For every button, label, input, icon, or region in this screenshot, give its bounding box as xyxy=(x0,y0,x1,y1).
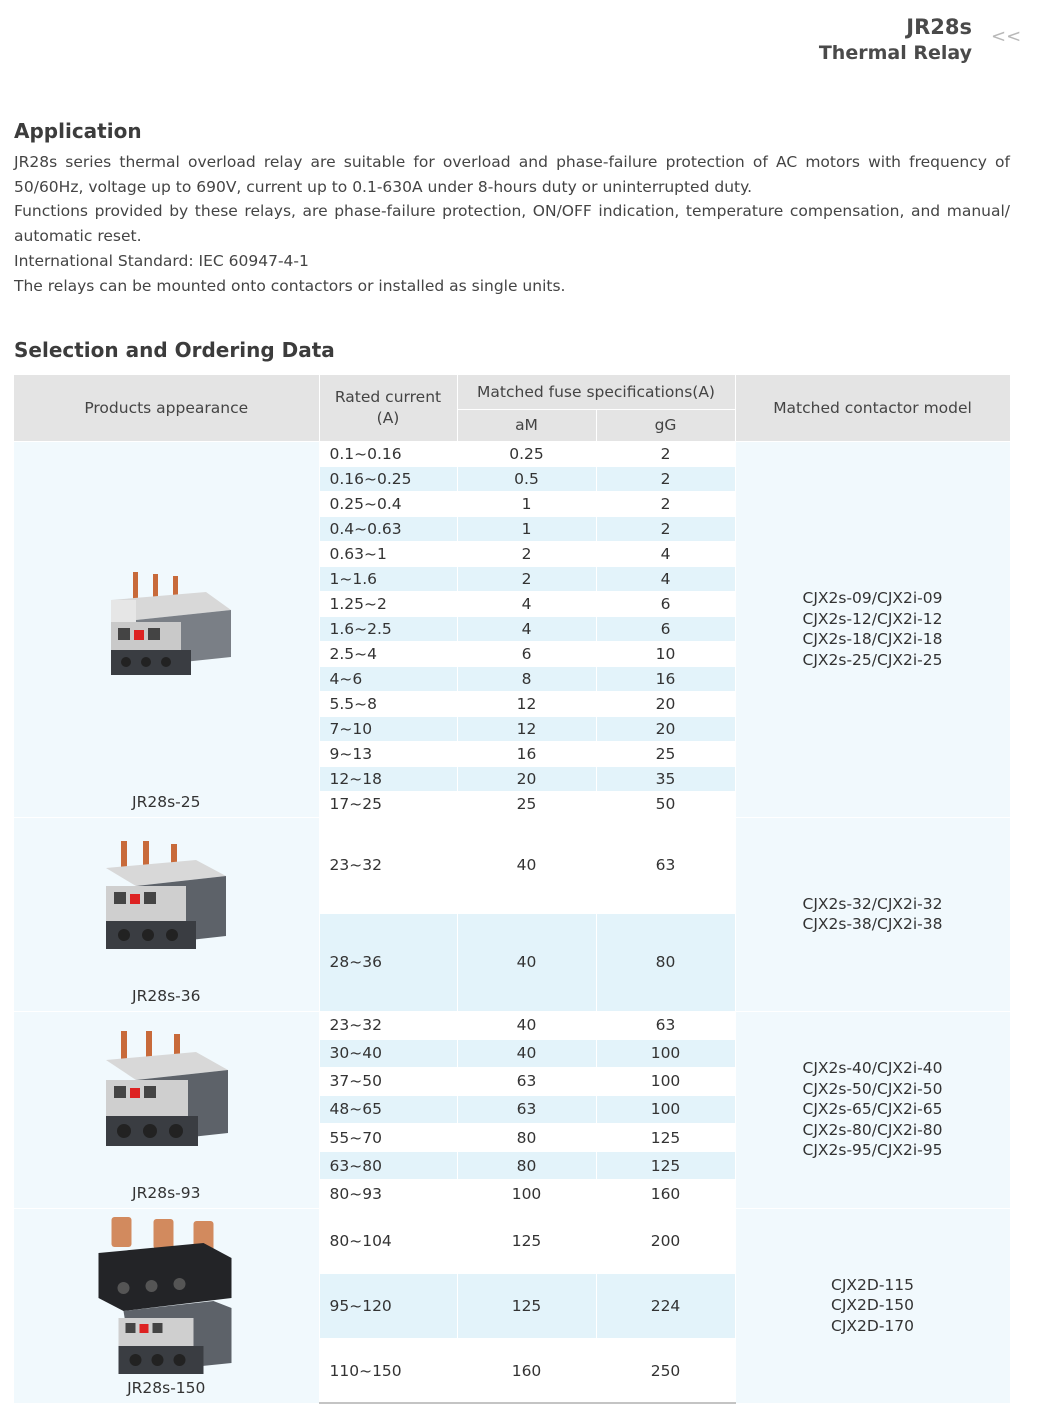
rated-current-cell: 0.4~0.63 xyxy=(319,516,457,541)
contactor-model: CJX2D-150 xyxy=(831,1296,915,1315)
product-name: JR28s-36 xyxy=(132,986,201,1005)
header-rated-current: Rated current (A) xyxy=(319,375,457,441)
fuse-gg-cell: 125 xyxy=(596,1152,735,1180)
selection-table xyxy=(14,375,1011,1404)
fuse-gg-cell: 10 xyxy=(596,642,735,667)
fuse-am-cell: 80 xyxy=(457,1124,596,1152)
fuse-gg-cell: 25 xyxy=(596,742,735,767)
contactor-model: CJX2s-18/CJX2i-18 xyxy=(802,630,943,648)
fuse-gg-cell: 2 xyxy=(596,491,735,516)
rated-current-cell: 1.6~2.5 xyxy=(319,616,457,641)
fuse-gg-cell: 100 xyxy=(596,1095,735,1123)
fuse-am-cell: 20 xyxy=(457,767,596,792)
fuse-am-cell: 2 xyxy=(457,541,596,566)
header-gg: gG xyxy=(596,409,735,441)
product-appearance-cell xyxy=(14,817,319,1011)
fuse-am-cell: 40 xyxy=(457,1011,596,1039)
product-name: JR28s-25 xyxy=(132,792,201,811)
contactor-model: CJX2s-12/CJX2i-12 xyxy=(802,609,943,628)
rated-current-cell: 2.5~4 xyxy=(319,642,457,667)
product-name: JR28s-93 xyxy=(132,1183,201,1202)
product-appearance-cell xyxy=(14,1011,319,1208)
rated-current-cell: 0.25~0.4 xyxy=(319,491,457,516)
fuse-am-cell: 4 xyxy=(457,591,596,616)
rated-current-cell: 80~104 xyxy=(319,1208,457,1273)
fuse-gg-cell: 224 xyxy=(596,1273,735,1338)
rated-current-cell: 4~6 xyxy=(319,667,457,692)
rated-current-cell: 23~32 xyxy=(319,817,457,913)
application-paragraph: The relays can be mounted onto contactors or installed as single units. xyxy=(14,276,566,295)
rated-current-cell: 1.25~2 xyxy=(319,591,457,616)
rated-current-cell: 80~93 xyxy=(319,1180,457,1208)
double-chevron-left-icon[interactable]: << xyxy=(991,26,1022,47)
fuse-am-cell: 1 xyxy=(457,491,596,516)
fuse-gg-cell: 160 xyxy=(596,1180,735,1208)
contactor-model: CJX2s-95/CJX2i-95 xyxy=(802,1141,943,1160)
fuse-am-cell: 6 xyxy=(457,642,596,667)
fuse-am-cell: 0.5 xyxy=(457,466,596,491)
contactor-model-cell xyxy=(735,1011,1010,1208)
header-contactor: Matched contactor model xyxy=(735,375,1010,441)
rated-current-cell: 9~13 xyxy=(319,742,457,767)
rated-current-cell: 37~50 xyxy=(319,1067,457,1095)
fuse-am-cell: 2 xyxy=(457,566,596,591)
application-text xyxy=(14,150,1010,298)
relay-product-icon xyxy=(96,836,236,961)
table-row xyxy=(14,817,1010,913)
rated-current-cell: 0.16~0.25 xyxy=(319,466,457,491)
rated-current-cell: 17~25 xyxy=(319,792,457,817)
table-row xyxy=(14,1011,1010,1039)
rated-current-cell: 12~18 xyxy=(319,767,457,792)
rated-current-cell: 0.63~1 xyxy=(319,541,457,566)
fuse-gg-cell: 16 xyxy=(596,667,735,692)
rated-current-cell: 48~65 xyxy=(319,1095,457,1123)
contactor-model-cell xyxy=(735,1208,1010,1403)
fuse-gg-cell: 35 xyxy=(596,767,735,792)
rated-current-cell: 110~150 xyxy=(319,1339,457,1403)
fuse-gg-cell: 2 xyxy=(596,441,735,466)
header-model: JR28s xyxy=(906,15,972,39)
contactor-model: CJX2s-32/CJX2i-32 xyxy=(802,894,943,913)
rated-current-cell: 7~10 xyxy=(319,717,457,742)
contactor-model: CJX2s-25/CJX2i-25 xyxy=(802,650,943,669)
fuse-gg-cell: 4 xyxy=(596,541,735,566)
fuse-gg-cell: 250 xyxy=(596,1339,735,1403)
relay-product-icon xyxy=(94,1213,239,1378)
application-title: Application xyxy=(14,119,142,143)
fuse-gg-cell: 125 xyxy=(596,1124,735,1152)
rated-current-cell: 28~36 xyxy=(319,913,457,1011)
fuse-gg-cell: 100 xyxy=(596,1039,735,1067)
application-paragraph: International Standard: IEC 60947-4-1 xyxy=(14,251,309,270)
contactor-model: CJX2D-170 xyxy=(831,1316,915,1335)
header-am: aM xyxy=(457,409,596,441)
fuse-gg-cell: 2 xyxy=(596,466,735,491)
rated-current-cell: 55~70 xyxy=(319,1124,457,1152)
fuse-gg-cell: 63 xyxy=(596,817,735,913)
rated-current-cell: 5.5~8 xyxy=(319,692,457,717)
application-paragraph: Functions provided by these relays, are phase-failure protection, ON/OFF indication, temperature compensation, and manual/ automatic reset. xyxy=(14,202,1010,246)
fuse-am-cell: 25 xyxy=(457,792,596,817)
page-header xyxy=(819,14,972,66)
fuse-gg-cell: 20 xyxy=(596,692,735,717)
product-appearance-cell xyxy=(14,441,319,817)
product-appearance-cell xyxy=(14,1208,319,1403)
contactor-model: CJX2s-40/CJX2i-40 xyxy=(802,1059,943,1078)
fuse-gg-cell: 50 xyxy=(596,792,735,817)
fuse-gg-cell: 80 xyxy=(596,913,735,1011)
application-paragraph: JR28s series thermal overload relay are suitable for overload and phase-failure protection of AC motors with frequency of 50/60Hz, voltage up to 690V, current up to 0.1-630A under 8-hours duty or uninterrupted duty. xyxy=(14,153,1010,196)
contactor-model: CJX2D-115 xyxy=(831,1275,915,1294)
fuse-am-cell: 160 xyxy=(457,1339,596,1403)
contactor-model-cell xyxy=(735,817,1010,1011)
fuse-am-cell: 40 xyxy=(457,913,596,1011)
fuse-gg-cell: 4 xyxy=(596,566,735,591)
fuse-am-cell: 1 xyxy=(457,516,596,541)
fuse-am-cell: 80 xyxy=(457,1152,596,1180)
fuse-am-cell: 40 xyxy=(457,1039,596,1067)
rated-current-cell: 30~40 xyxy=(319,1039,457,1067)
fuse-am-cell: 0.25 xyxy=(457,441,596,466)
fuse-gg-cell: 100 xyxy=(596,1067,735,1095)
rated-current-cell: 95~120 xyxy=(319,1273,457,1338)
fuse-am-cell: 125 xyxy=(457,1208,596,1273)
fuse-am-cell: 63 xyxy=(457,1067,596,1095)
fuse-am-cell: 16 xyxy=(457,742,596,767)
contactor-model: CJX2s-80/CJX2i-80 xyxy=(802,1120,943,1139)
contactor-model-cell xyxy=(735,441,1010,817)
product-name: JR28s-150 xyxy=(127,1378,206,1397)
fuse-gg-cell: 6 xyxy=(596,591,735,616)
fuse-am-cell: 12 xyxy=(457,717,596,742)
header-title: Thermal Relay xyxy=(818,42,972,64)
fuse-am-cell: 40 xyxy=(457,817,596,913)
fuse-gg-cell: 63 xyxy=(596,1011,735,1039)
fuse-am-cell: 125 xyxy=(457,1273,596,1338)
table-row xyxy=(14,441,1010,466)
header-appearance: Products appearance xyxy=(14,375,319,441)
fuse-am-cell: 100 xyxy=(457,1180,596,1208)
contactor-model: CJX2s-65/CJX2i-65 xyxy=(802,1100,943,1119)
rated-current-cell: 63~80 xyxy=(319,1152,457,1180)
relay-product-icon xyxy=(96,562,236,692)
fuse-am-cell: 63 xyxy=(457,1095,596,1123)
rated-current-cell: 1~1.6 xyxy=(319,566,457,591)
header-fuse: Matched fuse specifications(A) xyxy=(457,375,735,409)
fuse-am-cell: 12 xyxy=(457,692,596,717)
fuse-gg-cell: 2 xyxy=(596,516,735,541)
relay-product-icon xyxy=(96,1028,236,1158)
fuse-gg-cell: 6 xyxy=(596,616,735,641)
fuse-am-cell: 4 xyxy=(457,616,596,641)
rated-current-cell: 0.1~0.16 xyxy=(319,441,457,466)
fuse-am-cell: 8 xyxy=(457,667,596,692)
selection-title: Selection and Ordering Data xyxy=(14,338,335,362)
contactor-model: CJX2s-38/CJX2i-38 xyxy=(802,915,943,933)
contactor-model: CJX2s-50/CJX2i-50 xyxy=(802,1079,943,1098)
fuse-gg-cell: 20 xyxy=(596,717,735,742)
fuse-gg-cell: 200 xyxy=(596,1208,735,1273)
table-row xyxy=(14,1208,1010,1273)
contactor-model: CJX2s-09/CJX2i-09 xyxy=(802,589,943,607)
rated-current-cell: 23~32 xyxy=(319,1011,457,1039)
